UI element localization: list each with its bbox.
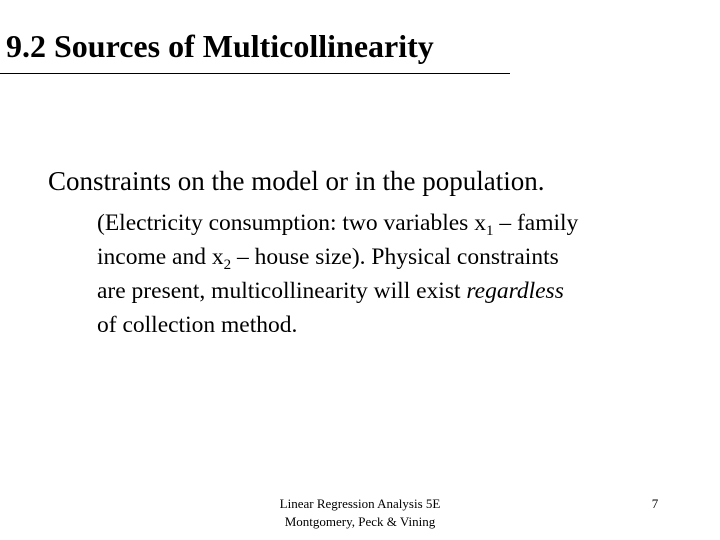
footer-citation [260, 495, 460, 531]
sub-bullet-line-3 [97, 274, 697, 308]
sub-bullet-line-4: of collection method. [97, 312, 298, 338]
main-bullet: Constraints on the model or in the population. [48, 166, 545, 196]
line-1-tail: – family [493, 210, 579, 236]
line-1-text: (Electricity consumption: two variables x [97, 210, 486, 236]
citation-line-1: Linear Regression Analysis 5E [279, 496, 441, 511]
subscript-1: 1 [485, 223, 494, 239]
subscript-2: 2 [223, 257, 232, 273]
title-underline [0, 73, 510, 74]
sub-bullet [97, 206, 697, 342]
slide-title: 9.2 Sources of Multicollinearity [6, 28, 434, 64]
sub-bullet-line-2 [97, 240, 697, 274]
sub-bullet-line-1 [97, 206, 697, 240]
citation-line-2: Montgomery, Peck & Vining [284, 514, 436, 529]
page-number: 7 [651, 496, 659, 511]
emphasis-regardless: regardless [466, 278, 564, 304]
line-3-text: are present, multicollinearity will exist [97, 278, 467, 304]
line-2-tail: – house size). Physical constraints [231, 244, 559, 270]
line-2-text: income and x [97, 244, 224, 270]
